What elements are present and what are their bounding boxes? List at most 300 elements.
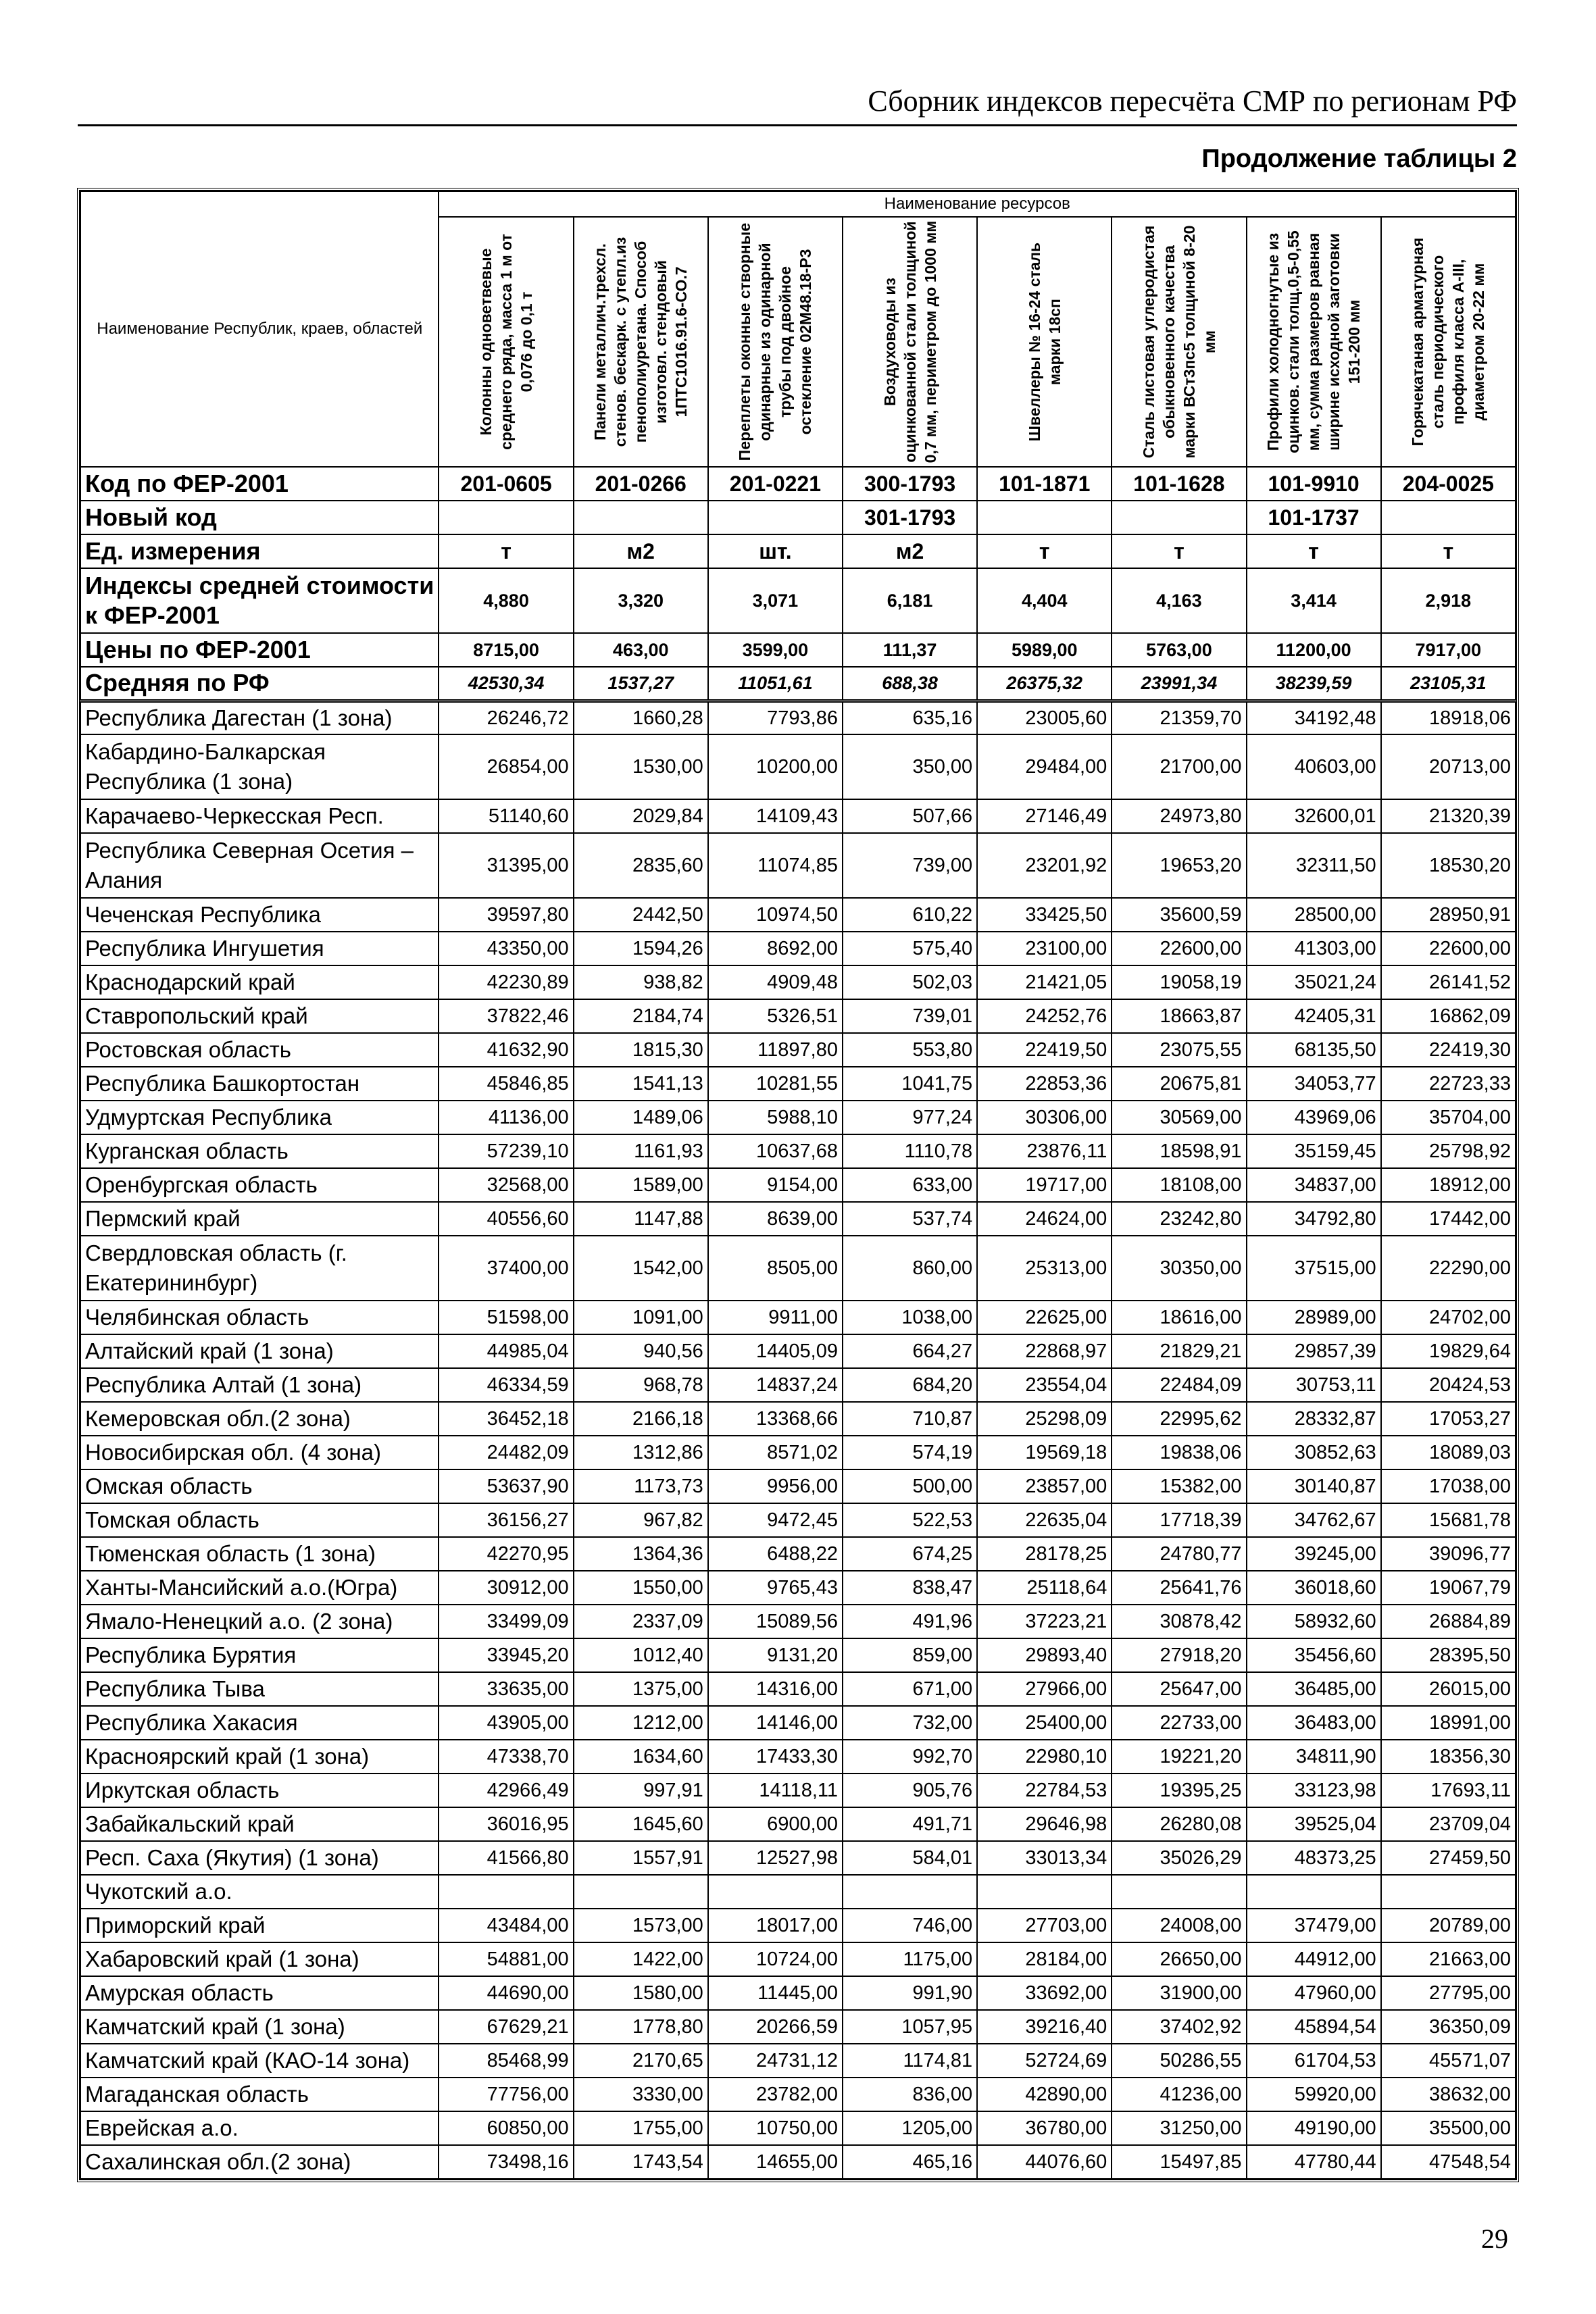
price-cell: 1634,60: [574, 1740, 708, 1774]
price-cell: 1012,40: [574, 1638, 708, 1672]
region-name: Чеченская Республика: [80, 898, 439, 932]
price-cell: 60850,00: [439, 2111, 573, 2145]
price-cell: 20713,00: [1381, 734, 1516, 799]
price-cell: 2029,84: [574, 799, 708, 833]
region-name: Магаданская область: [80, 2078, 439, 2111]
price-cell: 350,00: [843, 734, 977, 799]
price-cell: 17442,00: [1381, 1202, 1516, 1236]
meta-cell: т: [439, 534, 573, 568]
price-cell: 35026,29: [1112, 1841, 1246, 1875]
price-cell: 17693,11: [1381, 1774, 1516, 1807]
price-cell: 24482,09: [439, 1436, 573, 1469]
price-cell: 575,40: [843, 932, 977, 965]
region-name-header: Наименование Республик, краев, областей: [80, 191, 439, 467]
meta-cell: м2: [843, 534, 977, 568]
price-cell: 39597,80: [439, 898, 573, 932]
price-cell: 30912,00: [439, 1571, 573, 1605]
resource-column-header: [439, 217, 573, 467]
price-cell: 36018,60: [1247, 1571, 1381, 1605]
resource-column-header: [977, 217, 1112, 467]
price-cell: 710,87: [843, 1402, 977, 1436]
price-cell: 85468,99: [439, 2044, 573, 2078]
region-row: [80, 1807, 1516, 1841]
price-cell: 33692,00: [977, 1976, 1112, 2010]
meta-cell: 3,414: [1247, 568, 1381, 633]
price-cell: 1589,00: [574, 1168, 708, 1202]
price-cell: 57239,10: [439, 1134, 573, 1168]
price-cell: 30140,87: [1247, 1469, 1381, 1503]
price-cell: 43905,00: [439, 1706, 573, 1740]
row-label: Ед. измерения: [80, 534, 439, 568]
region-row: [80, 1067, 1516, 1101]
price-cell: 860,00: [843, 1236, 977, 1301]
price-cell: 19067,79: [1381, 1571, 1516, 1605]
meta-cell: 4,404: [977, 568, 1112, 633]
resource-name: Колонны одноветвевые среднего ряда, масса 1 м от 0,076 до 0,1 т: [477, 234, 536, 450]
price-cell: [439, 1875, 573, 1909]
price-cell: 30350,00: [1112, 1236, 1246, 1301]
price-cell: 36485,00: [1247, 1672, 1381, 1706]
price-cell: 41136,00: [439, 1101, 573, 1134]
price-cell: 20789,00: [1381, 1909, 1516, 1942]
meta-cell: 201-0605: [439, 467, 573, 501]
price-cell: 31900,00: [1112, 1976, 1246, 2010]
region-name: Курганская область: [80, 1134, 439, 1168]
price-cell: 30306,00: [977, 1101, 1112, 1134]
region-name: Приморский край: [80, 1909, 439, 1942]
resource-column-header: [843, 217, 977, 467]
price-cell: 22868,97: [977, 1334, 1112, 1368]
price-cell: 26015,00: [1381, 1672, 1516, 1706]
price-cell: 18616,00: [1112, 1301, 1246, 1334]
price-cell: 17718,39: [1112, 1503, 1246, 1537]
price-cell: 28950,91: [1381, 898, 1516, 932]
meta-cell: 26375,32: [977, 667, 1112, 701]
meta-cell: 4,880: [439, 568, 573, 633]
price-cell: 33635,00: [439, 1672, 573, 1706]
price-cell: 45846,85: [439, 1067, 573, 1101]
resource-column-header: [1381, 217, 1516, 467]
region-row: [80, 1402, 1516, 1436]
price-cell: 44985,04: [439, 1334, 573, 1368]
price-cell: 25400,00: [977, 1706, 1112, 1740]
price-cell: 522,53: [843, 1503, 977, 1537]
region-row: [80, 1571, 1516, 1605]
region-name: Сахалинская обл.(2 зона): [80, 2145, 439, 2179]
region-name: Хабаровский край (1 зона): [80, 1942, 439, 1976]
meta-cell: т: [1247, 534, 1381, 568]
meta-cell: 101-1737: [1247, 501, 1381, 534]
price-cell: 19653,20: [1112, 833, 1246, 898]
price-cell: 26280,08: [1112, 1807, 1246, 1841]
region-name: Республика Ингушетия: [80, 932, 439, 965]
resource-name: Панели металлич.трехсл. стенов. бескарк. с утепл.из пенополиуретана. Способ изготовл. стендовый 1ПТС1016.91.6-СО.7: [591, 236, 691, 447]
price-cell: 1041,75: [843, 1067, 977, 1101]
region-row: [80, 1168, 1516, 1202]
price-cell: 584,01: [843, 1841, 977, 1875]
price-cell: 27703,00: [977, 1909, 1112, 1942]
price-cell: 22600,00: [1381, 932, 1516, 965]
price-cell: [1247, 1875, 1381, 1909]
price-cell: 24973,80: [1112, 799, 1246, 833]
region-row: [80, 1740, 1516, 1774]
region-row: [80, 1942, 1516, 1976]
price-cell: 59920,00: [1247, 2078, 1381, 2111]
meta-cell: шт.: [708, 534, 843, 568]
price-cell: 22995,62: [1112, 1402, 1246, 1436]
price-cell: 1174,81: [843, 2044, 977, 2078]
region-row: [80, 1841, 1516, 1875]
region-name: Республика Башкортостан: [80, 1067, 439, 1101]
row-label: Новый код: [80, 501, 439, 534]
meta-cell: 101-9910: [1247, 467, 1381, 501]
price-cell: 45894,54: [1247, 2010, 1381, 2044]
rf-average-row: [80, 667, 1516, 701]
region-name: Еврейская а.о.: [80, 2111, 439, 2145]
price-cell: 52724,69: [977, 2044, 1112, 2078]
price-cell: 22733,00: [1112, 1706, 1246, 1740]
resource-column-header: [574, 217, 708, 467]
region-name: Ставропольский край: [80, 999, 439, 1033]
price-cell: 1110,78: [843, 1134, 977, 1168]
meta-cell: 11051,61: [708, 667, 843, 701]
price-cell: 1743,54: [574, 2145, 708, 2179]
price-cell: 18089,03: [1381, 1436, 1516, 1469]
meta-cell: 6,181: [843, 568, 977, 633]
price-cell: 32600,01: [1247, 799, 1381, 833]
price-cell: 37223,21: [977, 1605, 1112, 1638]
meta-cell: 101-1628: [1112, 467, 1246, 501]
price-cell: 21829,21: [1112, 1334, 1246, 1368]
price-cell: 19569,18: [977, 1436, 1112, 1469]
price-cell: 22419,30: [1381, 1033, 1516, 1067]
price-cell: 1091,00: [574, 1301, 708, 1334]
price-cell: 19829,64: [1381, 1334, 1516, 1368]
region-name: Амурская область: [80, 1976, 439, 2010]
price-cell: 36483,00: [1247, 1706, 1381, 1740]
price-cell: [1112, 1875, 1246, 1909]
region-name: Камчатский край (КАО-14 зона): [80, 2044, 439, 2078]
region-row: [80, 1605, 1516, 1638]
price-cell: 42405,31: [1247, 999, 1381, 1033]
price-cell: 21320,39: [1381, 799, 1516, 833]
price-cell: 31250,00: [1112, 2111, 1246, 2145]
price-cell: 33123,98: [1247, 1774, 1381, 1807]
price-cell: 9956,00: [708, 1469, 843, 1503]
region-name: Челябинская область: [80, 1301, 439, 1334]
region-name: Забайкальский край: [80, 1807, 439, 1841]
price-cell: 20266,59: [708, 2010, 843, 2044]
price-cell: 28184,00: [977, 1942, 1112, 1976]
region-row: [80, 1774, 1516, 1807]
price-cell: 1422,00: [574, 1942, 708, 1976]
meta-cell: 101-1871: [977, 467, 1112, 501]
row-label: Код по ФЕР-2001: [80, 467, 439, 501]
price-cell: 23709,04: [1381, 1807, 1516, 1841]
price-cell: 19221,20: [1112, 1740, 1246, 1774]
price-cell: 35600,59: [1112, 898, 1246, 932]
price-cell: 1057,95: [843, 2010, 977, 2044]
region-name: Республика Северная Осетия – Алания: [80, 833, 439, 898]
price-cell: 24780,77: [1112, 1537, 1246, 1571]
price-cell: 1645,60: [574, 1807, 708, 1841]
meta-cell: 23991,34: [1112, 667, 1246, 701]
meta-cell: [439, 501, 573, 534]
price-cell: 28332,87: [1247, 1402, 1381, 1436]
region-row: [80, 932, 1516, 965]
price-cell: 19395,25: [1112, 1774, 1246, 1807]
price-cell: 25313,00: [977, 1236, 1112, 1301]
price-cell: 23242,80: [1112, 1202, 1246, 1236]
price-cell: 36156,27: [439, 1503, 573, 1537]
price-cell: 1542,00: [574, 1236, 708, 1301]
price-cell: 1550,00: [574, 1571, 708, 1605]
price-cell: 47548,54: [1381, 2145, 1516, 2179]
region-row: [80, 1672, 1516, 1706]
price-cell: 664,27: [843, 1334, 977, 1368]
price-cell: 10200,00: [708, 734, 843, 799]
resource-column-header: [1247, 217, 1381, 467]
price-cell: 21359,70: [1112, 701, 1246, 734]
price-cell: 39096,77: [1381, 1537, 1516, 1571]
region-name: Республика Хакасия: [80, 1706, 439, 1740]
price-cell: 44690,00: [439, 1976, 573, 2010]
meta-cell: [977, 501, 1112, 534]
price-cell: 4909,48: [708, 965, 843, 999]
price-cell: 29857,39: [1247, 1334, 1381, 1368]
price-cell: 22853,36: [977, 1067, 1112, 1101]
price-cell: 41632,90: [439, 1033, 573, 1067]
price-index-table: [77, 188, 1519, 2182]
price-cell: 18991,00: [1381, 1706, 1516, 1740]
price-cell: 22625,00: [977, 1301, 1112, 1334]
price-cell: 991,90: [843, 1976, 977, 2010]
index-row: [80, 568, 1516, 633]
price-cell: 30878,42: [1112, 1605, 1246, 1638]
region-row: [80, 734, 1516, 799]
price-cell: 37515,00: [1247, 1236, 1381, 1301]
price-cell: 24731,12: [708, 2044, 843, 2078]
price-cell: 15681,78: [1381, 1503, 1516, 1537]
meta-cell: 38239,59: [1247, 667, 1381, 701]
price-cell: 61704,53: [1247, 2044, 1381, 2078]
meta-cell: 11200,00: [1247, 633, 1381, 667]
price-cell: 17433,30: [708, 1740, 843, 1774]
price-cell: 940,56: [574, 1334, 708, 1368]
region-row: [80, 1368, 1516, 1402]
price-cell: 1161,93: [574, 1134, 708, 1168]
price-cell: 732,00: [843, 1706, 977, 1740]
meta-cell: 5763,00: [1112, 633, 1246, 667]
price-cell: 23005,60: [977, 701, 1112, 734]
price-cell: 23857,00: [977, 1469, 1112, 1503]
price-cell: 1375,00: [574, 1672, 708, 1706]
price-cell: 1212,00: [574, 1706, 708, 1740]
price-cell: 73498,16: [439, 2145, 573, 2179]
price-cell: 47780,44: [1247, 2145, 1381, 2179]
meta-cell: 4,163: [1112, 568, 1246, 633]
meta-cell: 3,320: [574, 568, 708, 633]
region-row: [80, 1537, 1516, 1571]
price-cell: 20424,53: [1381, 1368, 1516, 1402]
region-row: [80, 965, 1516, 999]
price-cell: 37479,00: [1247, 1909, 1381, 1942]
price-cell: 9472,45: [708, 1503, 843, 1537]
price-cell: 684,20: [843, 1368, 977, 1402]
price-cell: 7793,86: [708, 701, 843, 734]
price-cell: 1312,86: [574, 1436, 708, 1469]
region-row: [80, 2044, 1516, 2078]
meta-cell: 300-1793: [843, 467, 977, 501]
price-cell: 42890,00: [977, 2078, 1112, 2111]
price-cell: 34192,48: [1247, 701, 1381, 734]
price-cell: 21421,05: [977, 965, 1112, 999]
price-cell: 10724,00: [708, 1942, 843, 1976]
price-cell: 25118,64: [977, 1571, 1112, 1605]
resource-name: Воздуховоды из оцинкованной стали толщиной 0,7 мм, периметром до 1000 мм: [880, 220, 939, 463]
price-cell: 29646,98: [977, 1807, 1112, 1841]
price-cell: 30569,00: [1112, 1101, 1246, 1134]
price-cell: 49190,00: [1247, 2111, 1381, 2145]
price-cell: 1541,13: [574, 1067, 708, 1101]
region-name: Пермский край: [80, 1202, 439, 1236]
region-row: [80, 2111, 1516, 2145]
meta-cell: 111,37: [843, 633, 977, 667]
region-row: [80, 1101, 1516, 1134]
price-cell: 17053,27: [1381, 1402, 1516, 1436]
price-cell: 13368,66: [708, 1402, 843, 1436]
price-cell: 14655,00: [708, 2145, 843, 2179]
price-cell: 1660,28: [574, 701, 708, 734]
price-cell: [977, 1875, 1112, 1909]
price-cell: 746,00: [843, 1909, 977, 1942]
price-cell: 34053,77: [1247, 1067, 1381, 1101]
price-cell: 41236,00: [1112, 2078, 1246, 2111]
price-cell: 11074,85: [708, 833, 843, 898]
price-cell: 1815,30: [574, 1033, 708, 1067]
region-row: [80, 2078, 1516, 2111]
price-cell: 2337,09: [574, 1605, 708, 1638]
region-row: [80, 999, 1516, 1033]
price-cell: 27966,00: [977, 1672, 1112, 1706]
meta-cell: т: [1381, 534, 1516, 568]
price-cell: 22784,53: [977, 1774, 1112, 1807]
region-name: Ханты-Мансийский а.о.(Югра): [80, 1571, 439, 1605]
meta-cell: 201-0266: [574, 467, 708, 501]
price-cell: 50286,55: [1112, 2044, 1246, 2078]
price-cell: 23201,92: [977, 833, 1112, 898]
price-cell: 8505,00: [708, 1236, 843, 1301]
price-cell: 968,78: [574, 1368, 708, 1402]
meta-cell: [1112, 501, 1246, 534]
price-cell: 25798,92: [1381, 1134, 1516, 1168]
region-row: [80, 1436, 1516, 1469]
price-cell: 967,82: [574, 1503, 708, 1537]
price-cell: 21663,00: [1381, 1942, 1516, 1976]
price-cell: 25647,00: [1112, 1672, 1246, 1706]
row-label: Средняя по РФ: [80, 667, 439, 701]
price-cell: 23075,55: [1112, 1033, 1246, 1067]
meta-cell: 5989,00: [977, 633, 1112, 667]
region-row: [80, 1706, 1516, 1740]
meta-cell: 8715,00: [439, 633, 573, 667]
price-cell: 34811,90: [1247, 1740, 1381, 1774]
price-cell: 674,25: [843, 1537, 977, 1571]
price-cell: 22419,50: [977, 1033, 1112, 1067]
region-row: [80, 1976, 1516, 2010]
region-name: Республика Тыва: [80, 1672, 439, 1706]
region-row: [80, 1236, 1516, 1301]
price-cell: 33013,34: [977, 1841, 1112, 1875]
meta-cell: 2,918: [1381, 568, 1516, 633]
price-cell: 14109,43: [708, 799, 843, 833]
price-cell: 18356,30: [1381, 1740, 1516, 1774]
region-row: [80, 1334, 1516, 1368]
price-cell: 27459,50: [1381, 1841, 1516, 1875]
price-cell: 1205,00: [843, 2111, 977, 2145]
price-cell: 37402,92: [1112, 2010, 1246, 2044]
price-cell: 28500,00: [1247, 898, 1381, 932]
price-cell: 23782,00: [708, 2078, 843, 2111]
price-cell: 38632,00: [1381, 2078, 1516, 2111]
region-row: [80, 1638, 1516, 1672]
price-cell: 39216,40: [977, 2010, 1112, 2044]
price-cell: 25641,76: [1112, 1571, 1246, 1605]
price-cell: 977,24: [843, 1101, 977, 1134]
price-cell: 24252,76: [977, 999, 1112, 1033]
price-cell: 28989,00: [1247, 1301, 1381, 1334]
price-cell: 2170,65: [574, 2044, 708, 2078]
price-cell: 5326,51: [708, 999, 843, 1033]
price-cell: 41566,80: [439, 1841, 573, 1875]
region-name: Новосибирская обл. (4 зона): [80, 1436, 439, 1469]
price-cell: 42230,89: [439, 965, 573, 999]
meta-cell: т: [977, 534, 1112, 568]
price-cell: 10637,68: [708, 1134, 843, 1168]
price-cell: 53637,90: [439, 1469, 573, 1503]
region-name: Томская область: [80, 1503, 439, 1537]
price-cell: 22980,10: [977, 1740, 1112, 1774]
price-cell: 671,00: [843, 1672, 977, 1706]
price-cell: 14316,00: [708, 1672, 843, 1706]
region-row: [80, 1909, 1516, 1942]
price-cell: 44076,60: [977, 2145, 1112, 2179]
price-cell: 26650,00: [1112, 1942, 1246, 1976]
price-cell: 18017,00: [708, 1909, 843, 1942]
price-cell: 11897,80: [708, 1033, 843, 1067]
price-cell: 633,00: [843, 1168, 977, 1202]
meta-cell: 204-0025: [1381, 467, 1516, 501]
resources-group-header: Наименование ресурсов: [439, 191, 1516, 217]
fer-code-row: [80, 467, 1516, 501]
price-cell: 33425,50: [977, 898, 1112, 932]
price-cell: 1580,00: [574, 1976, 708, 2010]
region-row: [80, 833, 1516, 898]
price-cell: 739,00: [843, 833, 977, 898]
meta-cell: 3,071: [708, 568, 843, 633]
price-cell: 19717,00: [977, 1168, 1112, 1202]
price-cell: 859,00: [843, 1638, 977, 1672]
meta-cell: 23105,31: [1381, 667, 1516, 701]
price-cell: 1755,00: [574, 2111, 708, 2145]
price-cell: 43969,06: [1247, 1101, 1381, 1134]
region-name: Кабардино-Балкарская Республика (1 зона): [80, 734, 439, 799]
price-cell: 23554,04: [977, 1368, 1112, 1402]
region-name: Алтайский край (1 зона): [80, 1334, 439, 1368]
price-cell: 491,96: [843, 1605, 977, 1638]
price-cell: 22600,00: [1112, 932, 1246, 965]
price-cell: 22290,00: [1381, 1236, 1516, 1301]
